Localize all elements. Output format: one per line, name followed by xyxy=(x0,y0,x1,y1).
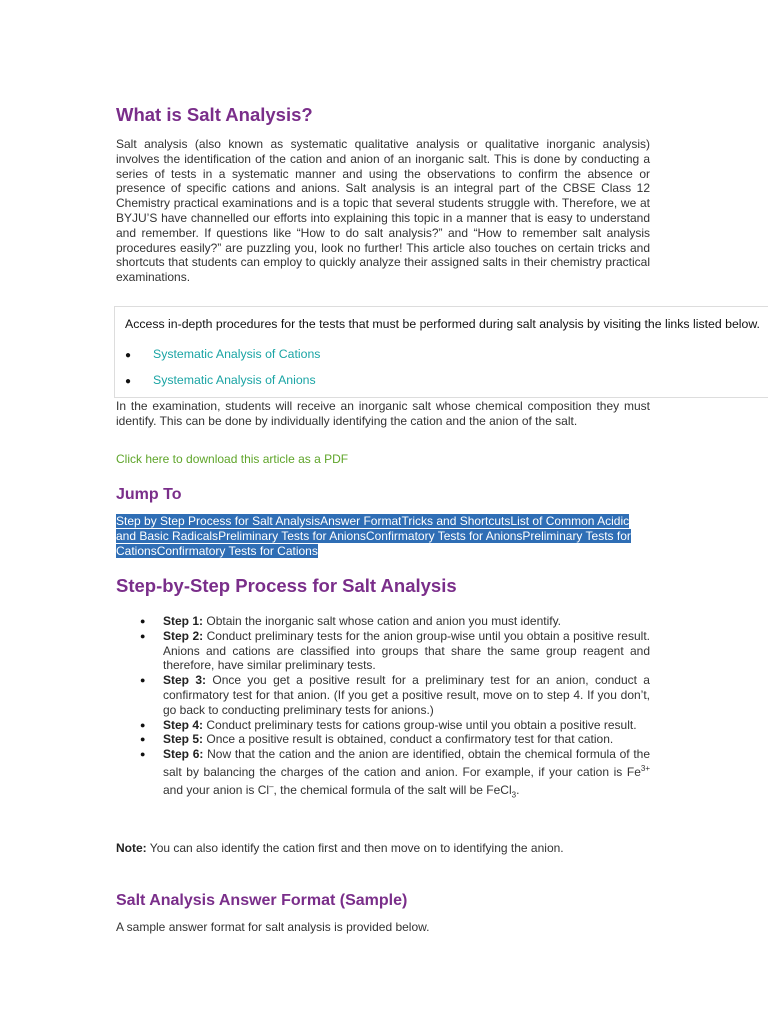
bullet-icon: ● xyxy=(140,749,146,760)
process-heading: Step-by-Step Process for Salt Analysis xyxy=(116,575,457,596)
list-item xyxy=(125,347,320,373)
jump-link-confirm-cations[interactable]: Confirmatory Tests for Cations xyxy=(156,543,318,558)
callout-text: Access in-depth procedures for the tests that must be performed during salt analysis by visiting the links listed below. xyxy=(125,317,760,331)
step-label: Step 2: xyxy=(163,628,204,643)
jump-link-step-process[interactable]: Step by Step Process for Salt Analysis xyxy=(116,514,321,528)
note xyxy=(116,841,564,856)
intro-paragraph: Salt analysis (also known as systematic qualitative analysis or qualitative inorganic analysis) involves the identification of the cation and anion of an inorganic salt. This is done by conducting a series of tests in a systematic manner and using the observations to confirm the absence or presence of specific cations and anions. Salt analysis is an integral part of the CBSE Class 12 Chemistry practical examinations and is a topic that several students struggle with. Therefore, we at BYJU’S have channelled our efforts into explaining this topic in a manner that is easy to understand and remember. If questions like “How to do salt analysis?” and “How to remember salt analysis procedures easily?” are puzzling you, look no further! This article also touches on certain tricks and shortcuts that students can employ to quickly analyze their assigned salts in their chemistry practical examinations. xyxy=(116,137,650,285)
step-text: Conduct preliminary tests for cations group-wise until you obtain a positive result. xyxy=(206,717,637,732)
list-item xyxy=(140,629,650,673)
formula-subscript: 3 xyxy=(511,790,517,800)
step-text: Obtain the inorganic salt whose cation and anion you must identify. xyxy=(206,614,562,628)
step-text: Once you get a positive result for a preliminary test for an anion, conduct a confirmatory test for that anion. (If you get a positive result, move on to step 4. If you don’t, go back to conducting preliminary tests for anions.) xyxy=(163,673,650,717)
link-cations-analysis[interactable]: Systematic Analysis of Cations xyxy=(153,347,321,361)
step-text: and your anion is Cl xyxy=(163,782,270,797)
answer-format-heading: Salt Analysis Answer Format (Sample) xyxy=(116,892,408,909)
steps-list xyxy=(140,614,650,803)
bullet-icon: ● xyxy=(125,350,132,361)
step-label: Step 3: xyxy=(163,673,207,688)
bullet-icon: ● xyxy=(140,734,146,745)
bullet-icon: ● xyxy=(140,719,146,730)
step-label: Step 4: xyxy=(163,717,204,732)
link-anions-analysis[interactable]: Systematic Analysis of Anions xyxy=(153,373,316,387)
step-text: . xyxy=(516,782,520,797)
related-links-callout xyxy=(114,306,768,398)
page-title: What is Salt Analysis? xyxy=(116,104,313,125)
bullet-icon: ● xyxy=(125,376,132,387)
jump-link-radicals[interactable]: List of Common Acidic and Basic Radicals xyxy=(116,514,630,543)
bullet-icon: ● xyxy=(140,675,146,686)
answer-format-text: A sample answer format for salt analysis is provided below. xyxy=(116,920,430,934)
exam-paragraph: In the examination, students will receive an inorganic salt whose chemical composition they must identify. This can be done by individually identifying the cation and the anion of the salt. xyxy=(116,399,650,428)
jump-link-prelim-cations[interactable]: Preliminary Tests for Cations xyxy=(116,528,631,558)
step-label: Step 6: xyxy=(163,747,204,762)
download-pdf-link[interactable]: Click here to download this article as a PDF xyxy=(116,452,349,466)
list-item xyxy=(140,673,650,717)
list-item xyxy=(140,718,650,733)
list-item xyxy=(125,373,320,399)
note-text: You can also identify the cation first and then move on to identifying the anion. xyxy=(146,841,564,855)
jump-to-links xyxy=(116,514,650,558)
list-item xyxy=(140,747,650,803)
list-item xyxy=(140,732,650,747)
jump-link-confirm-anions[interactable]: Confirmatory Tests for Anions xyxy=(365,528,523,543)
charge-superscript: 3+ xyxy=(640,763,650,773)
step-label: Step 1: xyxy=(163,614,204,628)
jump-link-tricks[interactable]: Tricks and Shortcuts xyxy=(401,514,511,528)
charge-superscript: – xyxy=(269,781,274,791)
note-label: Note: xyxy=(116,841,147,855)
bullet-icon: ● xyxy=(140,630,146,641)
list-item xyxy=(140,614,650,629)
jump-to-heading: Jump To xyxy=(116,486,182,503)
step-label: Step 5: xyxy=(163,732,204,747)
step-text: , the chemical formula of the salt will be FeCl xyxy=(273,782,512,797)
step-text: Conduct preliminary tests for the anion group-wise until you obtain a positive result. Anions and cations are classified into groups that share the same group reagent and therefore, have similar preliminary tests. xyxy=(163,628,650,673)
jump-link-answer-format[interactable]: Answer Format xyxy=(320,514,402,528)
step-text: Once a positive result is obtained, conduct a confirmatory test for that cation. xyxy=(206,732,614,747)
callout-links-list xyxy=(125,347,320,399)
step-text: Now that the cation and the anion are identified, obtain the chemical formula of the salt by balancing the charges of the cation and anion. For example, if your cation is Fe xyxy=(163,747,650,779)
bullet-icon: ● xyxy=(140,616,146,626)
jump-link-prelim-anions[interactable]: Preliminary Tests for Anions xyxy=(218,528,366,543)
